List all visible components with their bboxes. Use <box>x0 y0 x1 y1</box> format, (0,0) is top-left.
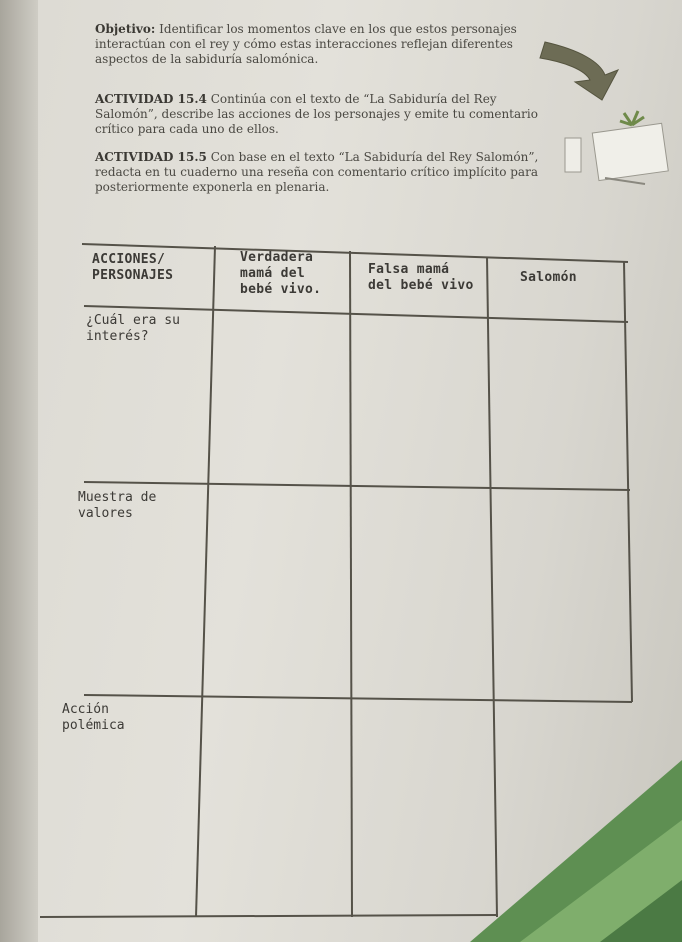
answer-cell-r1-c1[interactable] <box>220 312 345 477</box>
arrow-icon <box>540 42 618 100</box>
answer-cell-r2-c3[interactable] <box>495 495 627 695</box>
answer-cell-r3-c2[interactable] <box>356 702 491 910</box>
answer-cell-r3-c3[interactable] <box>500 706 628 906</box>
activity-15-4-text: Continúa con el texto de “La Sabiduría del Rey Salomón”, describe las acciones de los personajes y emite tu comentario crítico para cada uno de ellos. <box>95 92 538 136</box>
table-header-col-2: Falsa mamá del bebé vivo <box>368 262 474 293</box>
activity-15-5-label: ACTIVIDAD 15.5 <box>95 150 207 164</box>
answer-cell-r2-c2[interactable] <box>356 492 486 697</box>
table-row-1-label: ¿Cuál era su interés? <box>86 313 180 344</box>
answer-cell-r1-c3[interactable] <box>492 325 624 485</box>
answer-cell-r3-c1[interactable] <box>205 700 345 910</box>
table-row-3-label: Acción polémica <box>62 702 125 733</box>
activity-15-4-label: ACTIVIDAD 15.4 <box>95 92 207 106</box>
answer-cell-r2-c1[interactable] <box>215 488 345 693</box>
objective-label: Objetivo: <box>95 22 156 36</box>
activity-15-5-text: Con base en el texto “La Sabiduría del Rey Salomón”, redacta en tu cuaderno una reseña con comentario crítico implícito para posteriormente exponerla en plenaria. <box>95 150 539 194</box>
table-row-2-label: Muestra de valores <box>78 490 157 521</box>
table-header-col-3: Salomón <box>520 270 577 285</box>
table-header-col-1: Verdadera mamá del bebé vivo. <box>240 250 322 297</box>
objective-text: Identificar los momentos clave en los que estos personajes interactúan con el rey y cómo estas interacciones reflejan diferentes aspectos de la sabiduría salomónica. <box>95 22 517 66</box>
answer-cell-r1-c2[interactable] <box>356 318 484 483</box>
plant-notebook-icon <box>565 111 668 184</box>
table-header-corner: ACCIONES/ PERSONAJES <box>92 252 174 283</box>
